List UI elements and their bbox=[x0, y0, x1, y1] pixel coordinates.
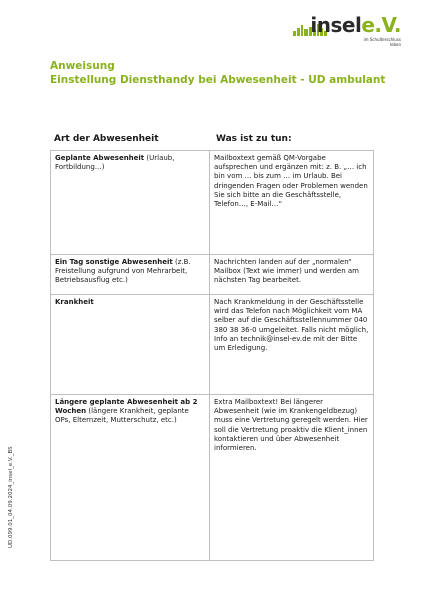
logo-subtitle bbox=[363, 37, 401, 47]
absence-type-detail: (z.B. Freistellung aufgrund von Mehrarbeit, Betriebsausflug etc.) bbox=[55, 258, 191, 285]
absence-type-bold: Krankheit bbox=[55, 298, 94, 306]
logo-wordmark bbox=[310, 14, 401, 36]
document-type-heading: Anweisung bbox=[50, 60, 115, 72]
absence-type-cell bbox=[51, 295, 210, 395]
column-header-todo: Was ist zu tun: bbox=[216, 134, 292, 144]
absence-type-cell bbox=[51, 255, 210, 295]
insel-logo bbox=[291, 14, 401, 52]
absence-table bbox=[50, 150, 374, 561]
logo-word-insel: insel bbox=[310, 13, 362, 37]
action-cell: Extra Mailboxtext! Bei längerer Abwesenheit (wie im Krankengeldbezug) muss eine Vertretung geregelt werden. Hier soll die Vertretung proaktiv die Klient_innen kontaktieren und über Abwesenheit informieren. bbox=[210, 395, 374, 561]
absence-type-detail: (Urlaub, Fortbildung…) bbox=[55, 154, 175, 172]
table-row bbox=[51, 255, 374, 295]
document-code: UD.099.01_04.09.2024_insel_e.V._BS bbox=[8, 446, 14, 548]
absence-type-detail: (längere Krankheit, geplante OPs, Elternzeit, Mutterschutz, etc.) bbox=[55, 407, 189, 425]
logo-subtitle-line2: leben bbox=[389, 42, 401, 47]
absence-type-bold: Geplante Abwesenheit bbox=[55, 154, 145, 162]
action-cell: Mailboxtext gemäß QM-Vorgabe aufsprechen und ergänzen mit: z. B. „… ich bin vom … bis zum … im Urlaub. Bei dringenden Fragen oder Problemen wenden Sie sich bitte an die Geschäftsstelle, Telefon…, E-Mail…“ bbox=[210, 151, 374, 255]
absence-type-bold: Längere geplante Abwesenheit ab 2 Wochen bbox=[55, 398, 198, 416]
table-row bbox=[51, 395, 374, 561]
action-cell: Nach Krankmeldung in der Geschäftsstelle wird das Telefon nach Möglichkeit vom MA selber auf die Geschäftsstellennummer 040 380 38 36-0 umgeleitet. Falls nicht möglich, Info an technik@insel-ev.de mit der Bitte um Erledigung. bbox=[210, 295, 374, 395]
action-cell: Nachrichten landen auf der „normalen“ Mailbox (Text wie immer) und werden am nächsten Tag bearbeitet. bbox=[210, 255, 374, 295]
absence-type-bold: Ein Tag sonstige Abwesenheit bbox=[55, 258, 173, 266]
absence-type-cell bbox=[51, 395, 210, 561]
absence-type-cell bbox=[51, 151, 210, 255]
column-header-absence-type: Art der Abwesenheit bbox=[54, 134, 159, 144]
logo-word-ev: e.V. bbox=[361, 13, 401, 37]
table-row bbox=[51, 295, 374, 395]
document-title: Einstellung Diensthandy bei Abwesenheit - UD ambulant bbox=[50, 74, 386, 86]
table-row bbox=[51, 151, 374, 255]
logo-subtitle-line1: im Schulterschluss bbox=[363, 37, 401, 42]
